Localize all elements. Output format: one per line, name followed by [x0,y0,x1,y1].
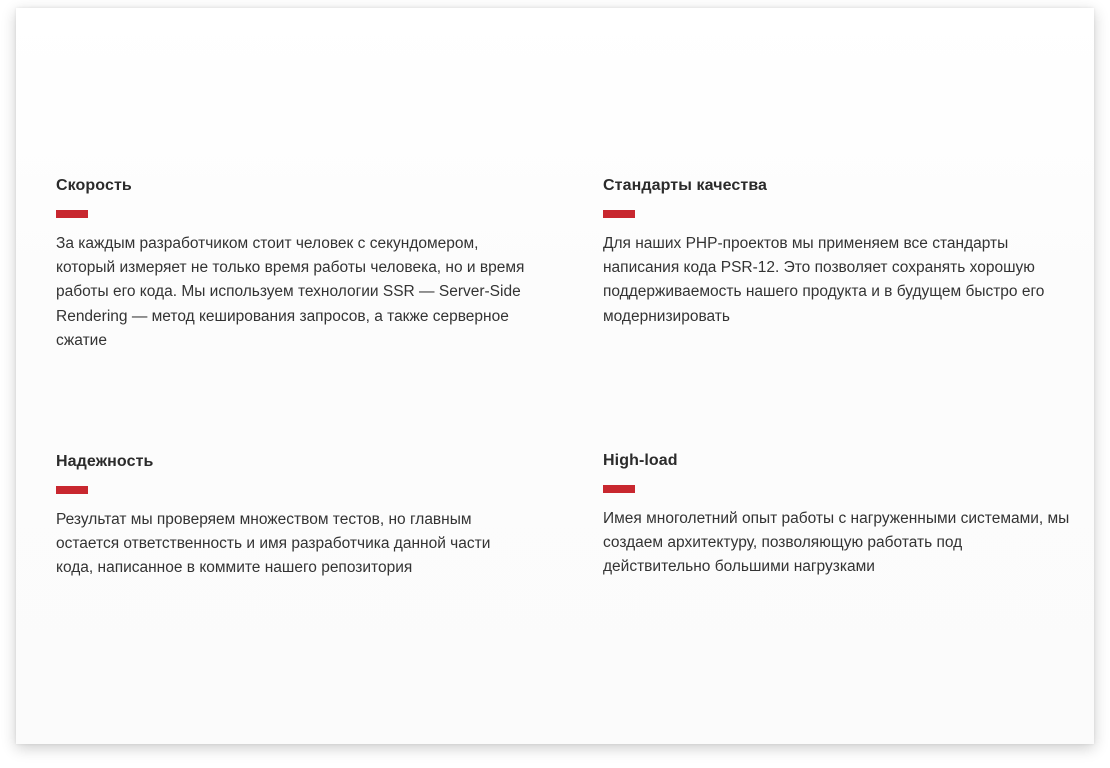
feature-quality-standards [603,176,1073,329]
feature-description: Результат мы проверяем множеством тестов, но главным остается ответственность и имя разработчика данной части кода, написанное в коммите нашего репозитория [56,511,491,577]
accent-bar [603,210,635,218]
feature-description: За каждым разработчиком стоит человек с секундомером, который измеряет не только время работы человека, но и время работы его кода. Мы используем технологии SSR — Server-Side Rendering — метод кеширования запросов, а также серверное сжатие [56,235,525,349]
accent-bar [603,485,635,493]
accent-bar [56,486,88,494]
feature-title: Скорость [56,177,132,194]
feature-description: Для наших PHP-проектов мы применяем все стандарты написания кода PSR-12. Это позволяет сохранять хорошую поддерживаемость нашего продукта и в будущем быстро его модернизировать [603,235,1045,325]
feature-high-load [603,451,1073,580]
feature-reliability [56,452,526,581]
feature-description: Имея многолетний опыт работы с нагруженными системами, мы создаем архитектуру, позволяющую работать под действительно большими нагрузками [603,510,1070,576]
feature-title: High-load [603,452,678,469]
feature-speed [56,176,526,353]
features-card [16,8,1094,744]
feature-title: Стандарты качества [603,177,768,194]
feature-title: Надежность [56,453,154,470]
accent-bar [56,210,88,218]
